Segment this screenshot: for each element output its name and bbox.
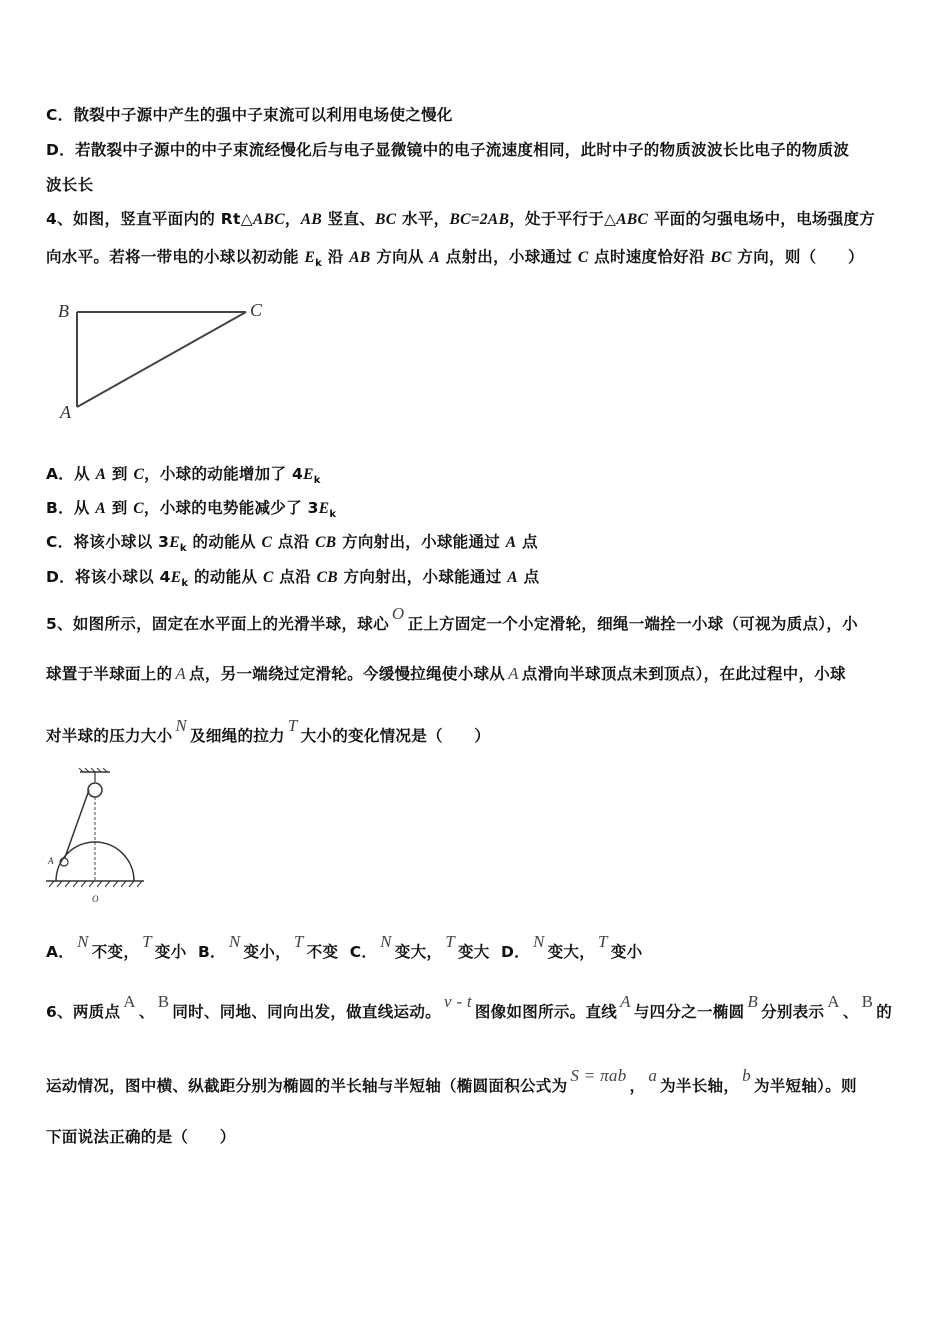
q6-stem-line3: 下面说法正确的是（ ） [46,1128,236,1146]
q5-stem-line1: 5、如图所示，固定在水平面上的光滑半球，球心O正上方固定一个小定滑轮，细绳一端拴一小球（可视为质点），小 [46,604,858,633]
q4-option-d: D．将该小球以 $4E_k$ 的动能从 C 点沿 CB 方向射出，小球能通过 A 点 [46,568,540,590]
q6-stem-line1: 6、两质点A、B同时、同地、同向出发，做直线运动。v - t图像如图所示。直线A与四分之一椭圆B分别表示A、B的 [46,992,893,1021]
option-c-prev: C．散裂中子源中产生的强中子束流可以利用电场使之慢化 [46,106,453,124]
q5-hemisphere-figure [44,768,154,908]
label-a: A [60,402,71,422]
option-d-prev-line2: 波长长 [46,176,94,194]
q6-stem-line2: 运动情况，图中横、纵截距分别为椭圆的半长轴与半短轴（椭圆面积公式为S = πab，a为半长轴，b为半短轴）。则 [46,1066,857,1095]
option-d-prev-line1: D．若散裂中子源中的中子束流经慢化后与电子显微镜中的电子流速度相同，此时中子的物质波波长比电子的物质波 [46,141,850,159]
label-a: A [48,856,54,866]
label-b: B [58,301,69,321]
q5-options: A．N不变，T变小 B．N变小，T不变 C．N变大，T变大 D．N变大，T变小 [46,932,643,961]
q4-stem-line1: 4、如图，竖直平面内的 Rt△ABC，AB 竖直、BC 水平，BC=2AB，处于平行于△ABC 平面的匀强电场中，电场强度方 [46,210,876,228]
label-c: C [250,300,263,320]
q4-option-b: B．从 A 到 C，小球的电势能减少了 $3E_k$ [46,499,337,521]
q4-option-a: A．从 A 到 C，小球的动能增加了 $4E_k$ [46,465,321,487]
q5-stem-line2: 球置于半球面上的 A 点，另一端绕过定滑轮。今缓慢拉绳使小球从 A 点滑向半球顶点未到顶点），在此过程中，小球 [46,664,846,683]
q5-stem-line3: 对半球的压力大小N及细绳的拉力T大小的变化情况是（ ） [46,716,491,745]
q4-triangle-figure [50,292,280,427]
q4-option-c: C．将该小球以 $3E_k$ 的动能从 C 点沿 CB 方向射出，小球能通过 A 点 [46,533,538,555]
q4-stem-line2: 向水平。若将一带电的小球以初动能 $E_k$ 沿 AB 方向从 A 点射出，小球通过 C 点时速度恰好沿 BC 方向，则（ ） [46,248,864,270]
label-o: O [92,894,99,904]
